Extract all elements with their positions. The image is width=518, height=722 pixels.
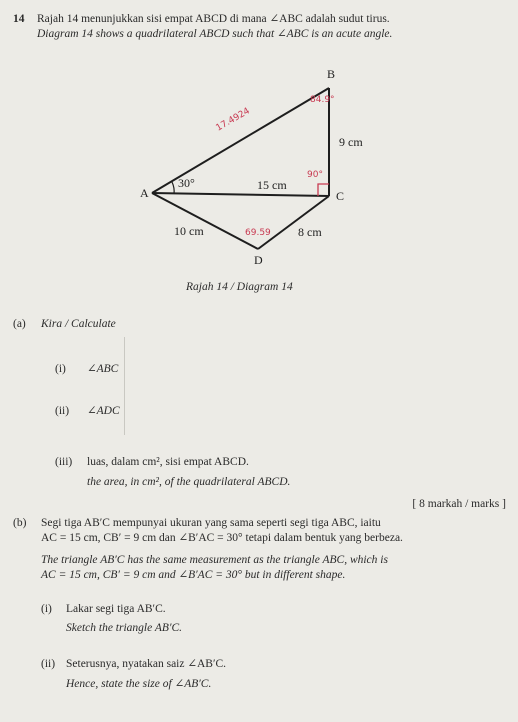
side-ac	[152, 193, 329, 196]
part-b-text-en-2: AC = 15 cm, CB′ = 9 cm and ∠B′AC = 30° but in different shape.	[41, 569, 346, 581]
handwritten-angle-b: 84.9°	[310, 95, 335, 105]
label-ad: 10 cm	[174, 224, 204, 238]
part-a-iii-num: (iii)	[55, 456, 73, 468]
part-a-iii-text-en: the area, in cm², of the quadrilateral ABCD.	[87, 476, 291, 488]
part-b-text-my-2: AC = 15 cm, CB′ = 9 cm dan ∠B′AC = 30° tetapi dalam bentuk yang berbeza.	[41, 532, 403, 544]
vertex-a: A	[140, 186, 149, 200]
part-b-i-text-my: Lakar segi tiga AB′C.	[66, 603, 166, 615]
side-ad	[152, 193, 258, 249]
question-number: 14	[13, 13, 25, 25]
quadrilateral-diagram	[0, 0, 518, 290]
part-b-label: (b)	[13, 517, 27, 529]
vertex-b: B	[327, 67, 336, 81]
intro-malay: Rajah 14 menunjukkan sisi empat ABCD di mana ∠ABC adalah sudut tirus.	[37, 13, 390, 25]
handwritten-angle-d: 69.59	[245, 228, 271, 238]
diagram-caption: Rajah 14 / Diagram 14	[186, 281, 293, 293]
part-b-text-en-1: The triangle AB′C has the same measurement as the triangle ABC, which is	[41, 554, 388, 566]
part-b-i-num: (i)	[41, 603, 52, 615]
margin-line	[124, 337, 125, 435]
part-b-ii-text-en: Hence, state the size of ∠AB′C.	[66, 678, 212, 690]
label-cd: 8 cm	[298, 225, 322, 239]
part-a-title: Kira / Calculate	[41, 318, 116, 330]
part-a-label: (a)	[13, 318, 26, 330]
part-b-ii-text-my: Seterusnya, nyatakan saiz ∠AB′C.	[66, 658, 227, 670]
vertex-d: D	[254, 253, 263, 267]
label-bc: 9 cm	[339, 135, 363, 149]
angle-a-arc	[172, 182, 174, 194]
part-a-i-num: (i)	[55, 363, 66, 375]
part-a-ii-num: (ii)	[55, 405, 70, 417]
intro-english: Diagram 14 shows a quadrilateral ABCD such that ∠ABC is an acute angle.	[37, 28, 393, 40]
part-b-ii-num: (ii)	[41, 658, 56, 670]
part-a-ii-text: ∠ADC	[87, 405, 120, 417]
handwritten-ab: 17.4924	[214, 106, 252, 134]
part-b-i-text-en: Sketch the triangle AB′C.	[66, 622, 182, 634]
right-angle-mark	[318, 184, 329, 196]
angle-a-label: 30°	[178, 176, 195, 190]
part-a-i-text: ∠ABC	[87, 363, 119, 375]
marks-label: [ 8 markah / marks ]	[412, 498, 506, 510]
label-ac: 15 cm	[257, 178, 287, 192]
handwritten-angle-c: 90°	[307, 170, 323, 180]
side-cd	[258, 196, 329, 249]
part-a-iii-text-my: luas, dalam cm², sisi empat ABCD.	[87, 456, 249, 468]
vertex-c: C	[336, 189, 345, 203]
part-b-text-my-1: Segi tiga AB′C mempunyai ukuran yang sama seperti segi tiga ABC, iaitu	[41, 517, 381, 529]
